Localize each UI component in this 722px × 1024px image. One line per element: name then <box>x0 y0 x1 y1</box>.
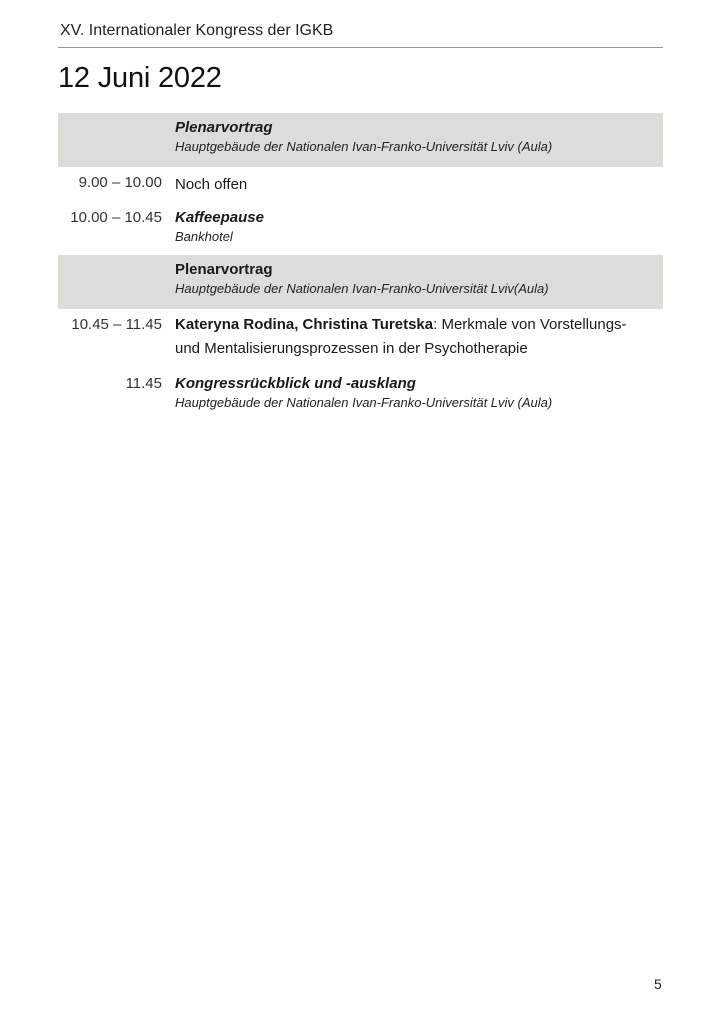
page-number: 5 <box>654 976 662 992</box>
session-location: Hauptgebäude der Nationalen Ivan-Franko-Universität Lviv (Aula) <box>175 395 553 410</box>
session-location: Bankhotel <box>175 229 233 244</box>
session-title: Kaffeepause <box>175 209 264 226</box>
session-location: Hauptgebäude der Nationalen Ivan-Franko-Universität Lviv(Aula) <box>175 281 549 296</box>
schedule-row-closing <box>58 369 663 415</box>
schedule-row-coffee-break <box>58 201 663 255</box>
session-title: Plenarvortrag <box>175 261 273 278</box>
talk-title-part-1: : Merkmale von Vorstellungs- <box>433 316 627 333</box>
page-title: 12 Juni 2022 <box>58 62 222 94</box>
schedule-row-talk <box>58 309 663 369</box>
session-title: Noch offen <box>175 176 248 193</box>
time-cell <box>58 259 162 309</box>
talk-title-part-2: und Mentalisierungsprozessen in der Psychotherapie <box>175 340 528 357</box>
session-title: Kongressrückblick und -ausklang <box>175 375 416 392</box>
time-cell <box>58 117 162 167</box>
talk-line-1 <box>175 313 663 337</box>
session-location: Hauptgebäude der Nationalen Ivan-Franko-Universität Lviv (Aula) <box>175 139 553 154</box>
schedule-row-open <box>58 167 663 201</box>
header-rule <box>58 47 663 48</box>
schedule-row-plenary-2 <box>58 255 663 309</box>
time-cell: 10.00 – 10.45 <box>70 209 162 226</box>
time-cell: 9.00 – 10.00 <box>78 174 162 191</box>
session-title: Plenarvortrag <box>175 119 273 136</box>
time-cell: 10.45 – 11.45 <box>71 316 162 333</box>
time-cell: 11.45 <box>125 375 162 392</box>
schedule-row-plenary-1 <box>58 113 663 167</box>
talk-speakers: Kateryna Rodina, Christina Turetska <box>175 316 434 333</box>
running-header: XV. Internationaler Kongress der IGKB <box>60 22 334 39</box>
schedule-table <box>58 113 663 415</box>
